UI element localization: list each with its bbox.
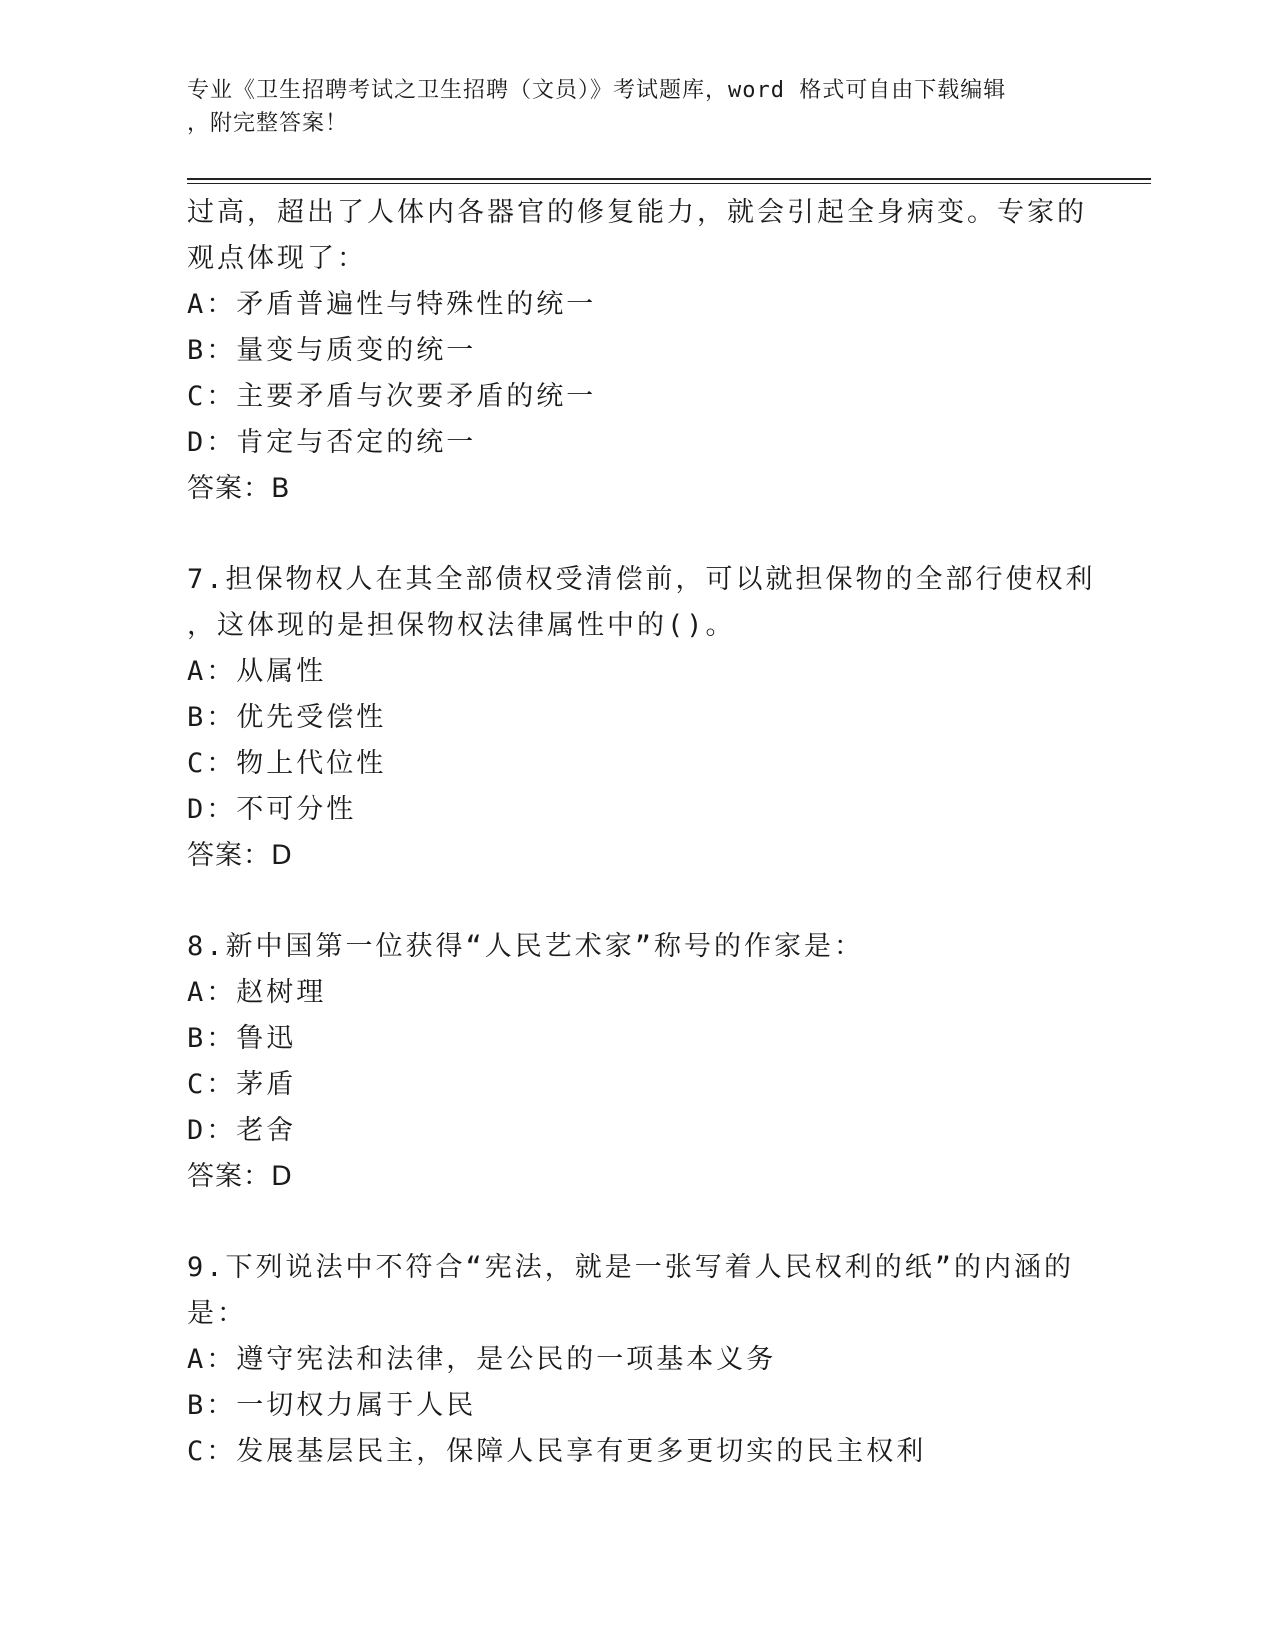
- question-9: [187, 1245, 1087, 1475]
- question-stem: 观点体现了：: [187, 243, 367, 274]
- option-c: C：茅盾: [187, 1069, 297, 1100]
- question-stem: 7.担保物权人在其全部债权受清偿前，可以就担保物的全部行使权利: [187, 564, 1096, 595]
- option-c: C：物上代位性: [187, 748, 387, 779]
- header-divider-thick: [187, 178, 1151, 180]
- header-line-1: 专业《卫生招聘考试之卫生招聘（文员）》考试题库，word 格式可自由下载编辑: [187, 78, 1007, 103]
- question-8: [187, 924, 1087, 1200]
- option-d: D：肯定与否定的统一: [187, 427, 477, 458]
- option-b: B：一切权力属于人民: [187, 1390, 477, 1421]
- option-c: C：主要矛盾与次要矛盾的统一: [187, 381, 597, 412]
- question-stem: 9.下列说法中不符合“宪法，就是一张写着人民权利的纸”的内涵的: [187, 1252, 1075, 1283]
- answer-line: 答案：D: [187, 840, 293, 871]
- document-header: [187, 74, 1087, 140]
- option-d: D：老舍: [187, 1115, 297, 1146]
- header-line-2: ，附完整答案！: [187, 111, 349, 136]
- option-b: B：鲁迅: [187, 1023, 297, 1054]
- question-stem: 8.新中国第一位获得“人民艺术家”称号的作家是：: [187, 931, 865, 962]
- question-spacer: [187, 879, 1087, 924]
- option-a: A：从属性: [187, 656, 327, 687]
- option-a: A：矛盾普遍性与特殊性的统一: [187, 289, 597, 320]
- option-b: B：量变与质变的统一: [187, 335, 477, 366]
- option-a: A：赵树理: [187, 977, 327, 1008]
- question-stem: 是：: [187, 1298, 247, 1329]
- option-c: C：发展基层民主，保障人民享有更多更切实的民主权利: [187, 1436, 927, 1467]
- question-list: [187, 190, 1096, 1475]
- question-6: [187, 190, 1087, 512]
- option-d: D：不可分性: [187, 794, 357, 825]
- answer-line: 答案：D: [187, 1161, 293, 1192]
- header-divider-thin: [187, 183, 1151, 184]
- question-stem: ，这体现的是担保物权法律属性中的()。: [187, 610, 736, 641]
- option-a: A：遵守宪法和法律，是公民的一项基本义务: [187, 1344, 777, 1375]
- answer-line: 答案：B: [187, 473, 291, 504]
- question-spacer: [187, 512, 1087, 557]
- question-7: [187, 557, 1096, 879]
- option-b: B：优先受偿性: [187, 702, 387, 733]
- question-spacer: [187, 1200, 1087, 1245]
- question-stem: 过高，超出了人体内各器官的修复能力，就会引起全身病变。专家的: [187, 197, 1087, 228]
